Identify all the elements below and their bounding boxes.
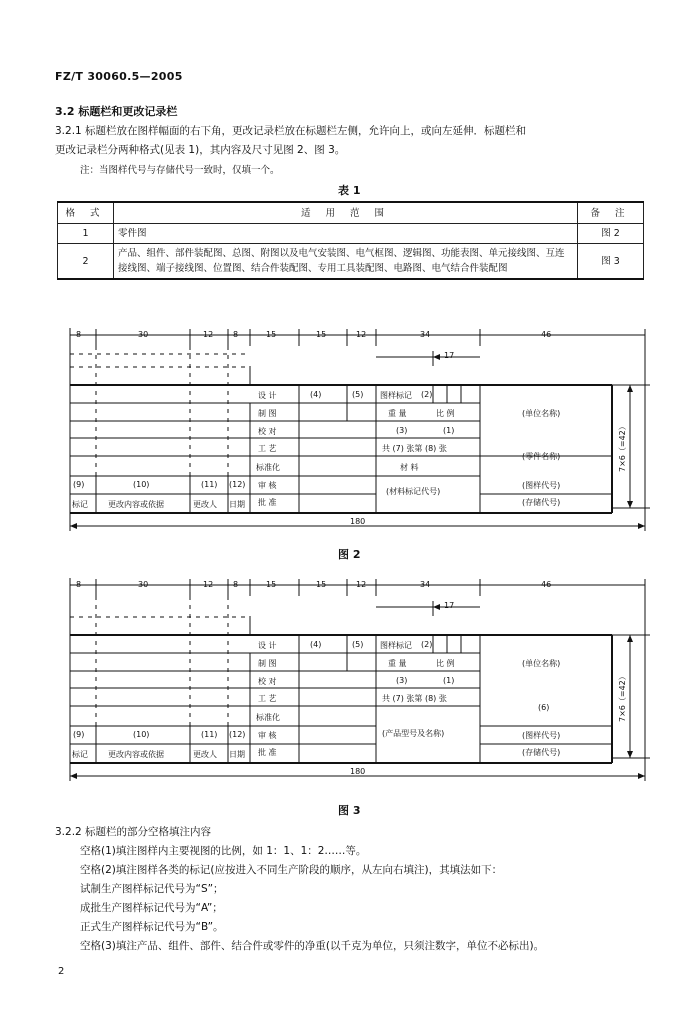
fig2-left-label-11: (11): [201, 480, 218, 489]
fig3-sign-review: 审 核: [258, 731, 277, 740]
figure2-caption: 图 2: [338, 548, 361, 561]
fig3-dim-8a: 8: [76, 580, 82, 589]
fig2-dim-34: 34: [420, 330, 431, 339]
table1-caption: 表 1: [338, 184, 361, 197]
section-3-2-2-line: 试制生产图样标记代号为“S”；: [80, 883, 224, 895]
fig3-product: (产品型号及名称): [382, 729, 445, 738]
para-3-2-1-line1: 3.2.1 标题栏放在图样幅面的右下角，更改记录栏放在标题栏左侧，允许向上，或向左延伸．标题栏和: [55, 125, 527, 137]
section-3-2-heading: 3.2 标题栏和更改记录栏: [55, 105, 178, 118]
fig2-header-date: 日期: [229, 500, 245, 509]
section-3-2-2-line: 空格(1)填注图样内主要视图的比例，如 1：1、1：2……等。: [80, 845, 367, 857]
fig3-scale: 比 例: [436, 659, 455, 668]
fig2-mark-label: 图样标记: [380, 391, 412, 400]
fig3-header-mark: 标记: [72, 750, 88, 759]
fig2-c3: (3): [396, 426, 408, 435]
fig3-sign-standard: 标准化: [256, 713, 280, 722]
table1-scope-cell: 产品、组件、部件装配图、总图、附图以及电气安装图、电气框图、逻辑图、功能表图、单元接线图、互连接线图、端子接线图、位置图、结合件装配图、专用工具装配图、电路图、电气结合件装配图: [114, 244, 578, 280]
fig2-drawing-code: (图样代号): [522, 481, 561, 490]
fig2-sign-draw: 制 图: [258, 409, 277, 418]
figure3-title-block-drawing: [0, 576, 696, 790]
fig3-sign-draw: 制 图: [258, 659, 277, 668]
page-number: 2: [58, 966, 65, 977]
table1-format-cell: 1: [58, 224, 114, 244]
fig3-dim-12a: 12: [203, 580, 214, 589]
table1: [57, 201, 644, 280]
fig2-col-4: (4): [310, 390, 322, 399]
fig2-dim-12a: 12: [203, 330, 214, 339]
table1-format-cell: 2: [58, 244, 114, 280]
table-row: [58, 244, 644, 280]
fig2-sign-process: 工 艺: [258, 444, 277, 453]
fig2-dim-8a: 8: [76, 330, 82, 339]
table1-header-format: 格 式: [58, 202, 114, 224]
fig2-sign-approve: 批 准: [258, 498, 277, 507]
fig3-left-label-11: (11): [201, 730, 218, 739]
fig3-dim-30: 30: [138, 580, 149, 589]
fig2-col-5: (5): [352, 390, 364, 399]
fig2-weight: 重 量: [388, 409, 407, 418]
table1-header-row: [58, 202, 644, 224]
fig2-sign-check: 校 对: [258, 427, 277, 436]
fig3-header-change: 更改内容或依据: [108, 750, 164, 759]
para-3-2-1-line2: 更改记录栏分两种格式(见表 1)，其内容及尺寸见图 2、图 3。: [55, 144, 346, 156]
fig3-c1: (1): [443, 676, 455, 685]
table1-header-scope: 适 用 范 围: [114, 202, 578, 224]
fig2-dim-height: 7×6（=42）: [618, 422, 627, 472]
fig3-header-person: 更改人: [193, 750, 217, 759]
fig2-storage-code: (存储代号): [522, 498, 561, 507]
fig3-sign-process: 工 艺: [258, 694, 277, 703]
fig2-c1: (1): [443, 426, 455, 435]
figure2-title-block-drawing: [0, 326, 696, 540]
fig2-unit-name: (单位名称): [522, 409, 561, 418]
fig3-dim-17: 17: [444, 601, 455, 610]
fig2-material: 材 料: [400, 463, 419, 472]
fig2-sheets: 共 (7) 张第 (8) 张: [382, 444, 447, 453]
fig3-dim-height: 7×6（=42）: [618, 672, 627, 722]
fig3-sheets: 共 (7) 张第 (8) 张: [382, 694, 447, 703]
fig3-mark-num: (2): [421, 640, 433, 649]
fig3-unit-name: (单位名称): [522, 659, 561, 668]
fig3-header-date: 日期: [229, 750, 245, 759]
fig2-header-person: 更改人: [193, 500, 217, 509]
note: 注：当图样代号与存储代号一致时，仅填一个。: [80, 165, 280, 176]
fig2-header-change: 更改内容或依据: [108, 500, 164, 509]
table1-remark-cell: 图 3: [578, 244, 644, 280]
fig3-dim-15b: 15: [316, 580, 327, 589]
fig3-left-label-10: (10): [133, 730, 150, 739]
section-3-2-2-line: 成批生产图样标记代号为“A”；: [80, 902, 223, 914]
fig3-c3: (3): [396, 676, 408, 685]
standard-number: FZ/T 30060.5—2005: [55, 70, 183, 83]
fig3-drawing-code: (图样代号): [522, 731, 561, 740]
table1-remark-cell: 图 2: [578, 224, 644, 244]
fig2-header-mark: 标记: [72, 500, 88, 509]
fig3-sign-check: 校 对: [258, 677, 277, 686]
fig2-dim-8b: 8: [233, 330, 239, 339]
fig2-dim-15a: 15: [266, 330, 277, 339]
fig2-sign-design: 设 计: [258, 391, 277, 400]
fig3-sign-design: 设 计: [258, 641, 277, 650]
section-3-2-2-line: 空格(3)填注产品、组件、部件、结合件或零件的净重(以千克为单位，只须注数字，单位不必标出)。: [80, 940, 545, 952]
fig3-storage-code: (存储代号): [522, 748, 561, 757]
fig2-mark-num: (2): [421, 390, 433, 399]
fig2-dim-46: 46: [541, 330, 552, 339]
fig2-dim-30: 30: [138, 330, 149, 339]
fig2-part-name: (零件名称): [522, 452, 561, 461]
fig3-dim-34: 34: [420, 580, 431, 589]
fig3-left-label-12: (12): [229, 730, 246, 739]
table-row: [58, 224, 644, 244]
fig3-dim-46: 46: [541, 580, 552, 589]
section-3-2-2-line: 正式生产图样标记代号为“B”。: [80, 921, 224, 933]
fig3-col-4: (4): [310, 640, 322, 649]
fig2-material-code: (材料标记代号): [386, 487, 441, 496]
table1-header-remark: 备 注: [578, 202, 644, 224]
fig2-dim-17: 17: [444, 351, 455, 360]
fig2-dim-total: 180: [350, 517, 366, 526]
fig3-weight: 重 量: [388, 659, 407, 668]
section-3-2-2-line: 空格(2)填注图样各类的标记(应按进入不同生产阶段的顺序，从左向右填注)，其填法如下：: [80, 864, 503, 876]
fig3-c6: (6): [538, 703, 550, 712]
fig2-dim-15b: 15: [316, 330, 327, 339]
fig2-dim-12b: 12: [356, 330, 367, 339]
table1-scope-cell: 零件图: [114, 224, 578, 244]
figure3-caption: 图 3: [338, 804, 361, 817]
fig2-scale: 比 例: [436, 409, 455, 418]
fig2-left-label-9: (9): [73, 480, 85, 489]
fig3-mark-label: 图样标记: [380, 641, 412, 650]
fig3-dim-12b: 12: [356, 580, 367, 589]
fig2-sign-standard: 标准化: [256, 463, 280, 472]
fig3-dim-total: 180: [350, 767, 366, 776]
fig3-left-label-9: (9): [73, 730, 85, 739]
fig3-sign-approve: 批 准: [258, 748, 277, 757]
fig3-col-5: (5): [352, 640, 364, 649]
fig2-left-label-12: (12): [229, 480, 246, 489]
fig2-left-label-10: (10): [133, 480, 150, 489]
fig2-sign-review: 审 核: [258, 481, 277, 490]
section-3-2-2-heading: 3.2.2 标题栏的部分空格填注内容: [55, 826, 212, 838]
fig3-dim-15a: 15: [266, 580, 277, 589]
fig3-dim-8b: 8: [233, 580, 239, 589]
